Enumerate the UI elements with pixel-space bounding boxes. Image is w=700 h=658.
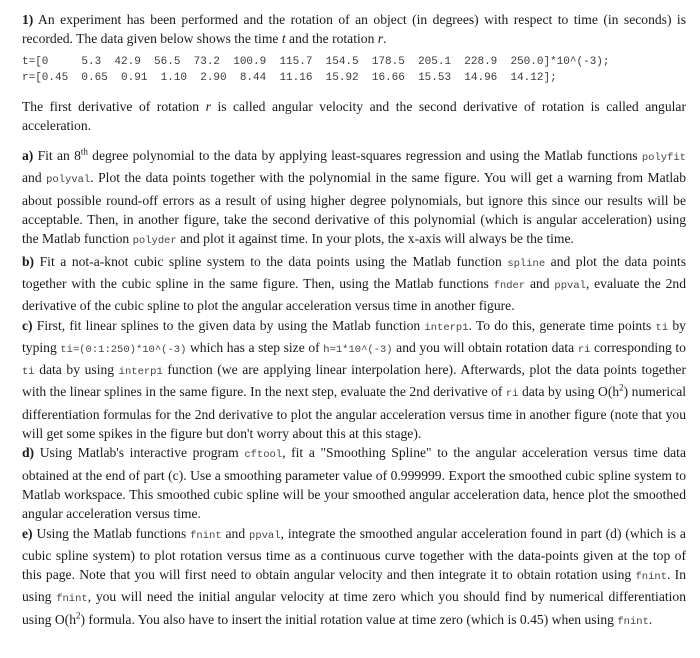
func-interp1-2: interp1 (118, 366, 163, 379)
var-t: t (281, 31, 286, 47)
def-text-1: The first derivative of rotation (22, 98, 200, 114)
part-c-label: c) (22, 317, 33, 333)
part-c-text-4: which has a step size of (189, 339, 320, 355)
part-e-label: e) (22, 525, 33, 541)
code-step-size: h=1*10^(-3) (323, 343, 393, 356)
part-a-text-2: degree polynomial to the data by applying least-squares regression and using the Matlab functions (92, 148, 638, 164)
def-var-r: r (205, 98, 211, 114)
part-a-text-1: Fit an 8 (37, 148, 81, 164)
part-b-text-1: Fit a not-a-knot cubic spline system to the data points using the Matlab function (39, 253, 502, 269)
part-e (22, 524, 686, 632)
part-c-text-3: by typing (22, 317, 686, 355)
part-a-label: a) (22, 148, 34, 164)
func-fnder: fnder (493, 279, 526, 292)
func-fnint-4: fnint (617, 615, 649, 628)
func-cftool: cftool (244, 449, 283, 462)
part-c-text-5: and you will obtain rotation data (396, 339, 575, 355)
part-c-text-6: corresponding to (594, 339, 686, 355)
data-code-block (22, 54, 686, 86)
rotation-data-line: r=[0.45 0.65 0.91 1.10 2.90 8.44 11.16 15.92 16.66 15.53 14.96 14.12]; (22, 71, 557, 84)
time-data-line: t=[0 5.3 42.9 56.5 73.2 100.9 115.7 154.5 178.5 205.1 228.9 250.0]*10^(-3); (22, 55, 610, 68)
part-c-text-9: data by using O(h (521, 384, 620, 400)
code-ti-def: ti=(0:1:250)*10^(-3) (60, 343, 187, 356)
part-e-text-4: . In using (22, 567, 687, 605)
part-d (22, 443, 686, 523)
intro-end: . (383, 31, 387, 47)
var-ti: ti (655, 321, 669, 334)
part-e-text-2: and (225, 525, 246, 541)
part-e-text-3: , integrate the smoothed angular acceleration found in part (d) (which is a cubic spline system) to plot rotation versus time as a continuous curve together with the data-points given at the top of this page. Note that you will first need to obtain angular velocity and then integrate it to obtain rotation using (22, 525, 686, 583)
func-fnint: fnint (190, 529, 222, 542)
part-a-text-4: . Plot the data points together with the polynomial in the same figure. You will get a warning from Matlab about possible round-off errors as a result of using higher degree polynomials, but ignore this since our results will be acceptable. Then, in another figure, take the second derivative of this polynomial (which is angular acceleration) using the Matlab function (22, 170, 687, 247)
func-spline: spline (507, 257, 546, 270)
part-a-sup: th (80, 146, 88, 157)
problem-number: 1) (22, 12, 34, 27)
part-b (22, 252, 686, 316)
part-a-text-3: and (22, 170, 42, 186)
part-b-text-4: , evaluate the 2nd derivative of the cubic spline to plot the angular acceleration versus time in another figure. (22, 275, 687, 314)
part-e-sup: 2 (76, 610, 81, 621)
def-text-2: is called angular velocity and the second derivative of rotation is called angular acceleration. (22, 98, 686, 133)
func-fnint-2: fnint (635, 571, 668, 584)
part-e-text-5: , you will need the initial angular velocity at time zero which you should find by numerical differentiation using O(h (22, 589, 686, 627)
part-c-text-10: ) numerical differentiation formulas for the 2nd derivative to plot the angular acceleration versus time in another figure (note that you will get some spikes in the figure but don't worry about this at this stage). (22, 384, 687, 442)
part-c-text-8: function (we are applying linear interpolation here). Afterwards, plot the data points together with the linear splines in the same figure. In the next step, evaluate the 2nd derivative of (22, 362, 686, 400)
part-b-text-3: and (529, 275, 550, 291)
part-e-text-1: Using the Matlab functions (36, 525, 187, 541)
part-b-text-2: and plot the data points together with the cubic spline in the same figure. Then, using the Matlab functions (22, 253, 686, 291)
part-b-label: b) (22, 253, 35, 269)
func-ppval: ppval (554, 279, 586, 292)
part-c (22, 316, 686, 444)
part-e-text-7: . (648, 611, 653, 627)
part-e-text-6: ) formula. You also have to insert the initial rotation value at time zero (which is 0.45) when using (80, 611, 614, 627)
part-a (22, 146, 686, 251)
func-polyder: polyder (132, 235, 177, 248)
var-ti-2: ti (22, 366, 35, 379)
part-c-text-7: data by using (39, 362, 115, 378)
definition-paragraph (22, 97, 686, 136)
intro-and: and the rotation (289, 31, 375, 47)
func-interp1: interp1 (424, 321, 469, 334)
part-d-label: d) (22, 445, 35, 461)
var-ri: ri (577, 343, 591, 356)
func-polyval: polyval (46, 174, 91, 187)
problem-intro (22, 10, 686, 49)
func-ppval-2: ppval (249, 529, 281, 542)
func-fnint-3: fnint (56, 593, 88, 606)
part-d-text-2: , fit a "Smoothing Spline" to the angular acceleration versus time data obtained at the end of part (c). Use a smoothing parameter value of 0.999999. Export the smoothed cubic spline system to Matlab workspace. This smoothed cubic spline will be your smoothed angular acceleration data, hence plot the smoothed angular acceleration versus time. (22, 445, 686, 522)
func-polyfit: polyfit (641, 152, 686, 165)
var-ri-2: ri (505, 388, 519, 401)
part-a-text-5: and plot it against time. In your plots, the x-axis will always be the time. (180, 231, 574, 247)
part-c-text-1: First, fit linear splines to the given data by using the Matlab function (36, 317, 421, 333)
part-c-sup: 2 (619, 382, 624, 393)
intro-text: An experiment has been performed and the rotation of an object (in degrees) with respect to time (in seconds) is recorded. The data given below shows the time (22, 12, 687, 47)
part-c-text-2: . To do this, generate time points (468, 317, 652, 333)
var-r: r (377, 31, 384, 47)
part-d-text-1: Using Matlab's interactive program (39, 445, 239, 461)
